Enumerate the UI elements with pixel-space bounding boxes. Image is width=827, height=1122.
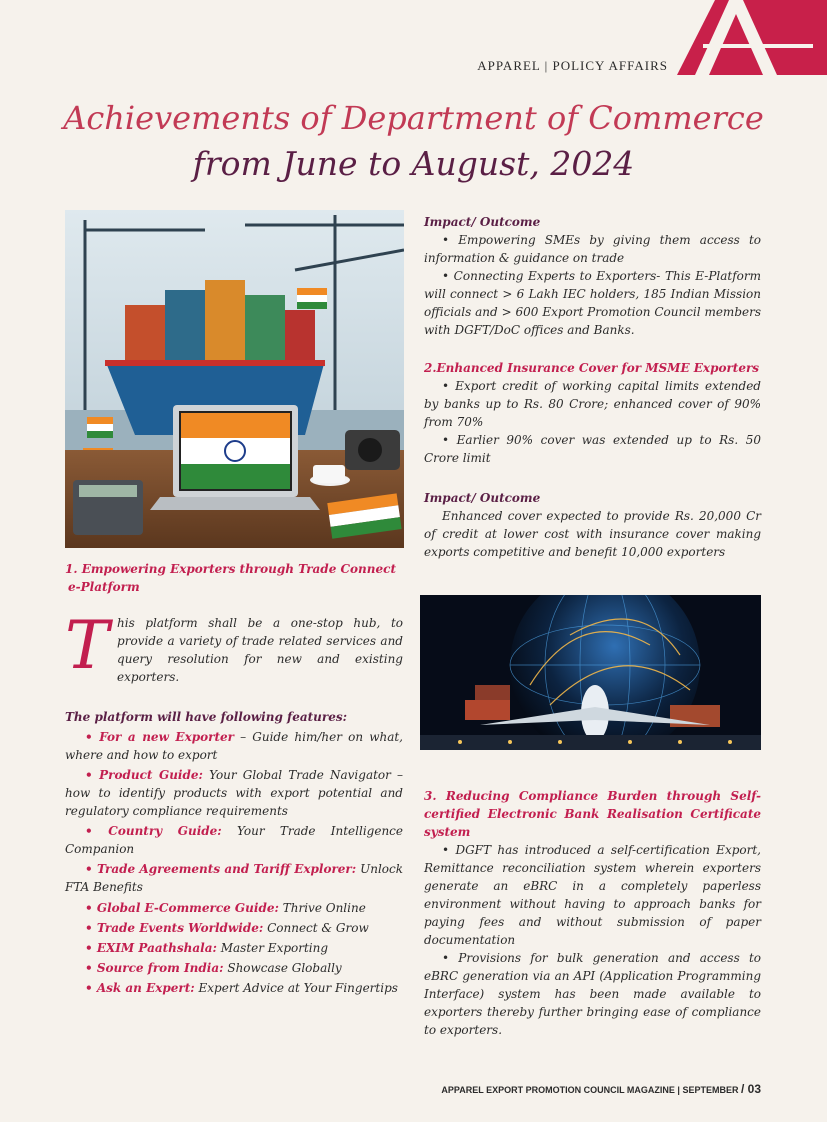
intro-paragraph: his platform shall be a one-stop hub, to provide a variety of trade related services and query resolution for new and existing exporters. (117, 616, 403, 684)
feature-list (65, 728, 403, 998)
features-heading: The platform will have following features: (65, 710, 348, 724)
page-title (0, 96, 827, 188)
section-3-bullet: • DGFT has introduced a self-certification Export, Remittance reconciliation system wherein exporters generate an eBRC in a completely paperless environment without having to approach banks for paying fees and without submission of paper documentation (424, 843, 761, 947)
feature-item: • Source from India: Showcase Globally (85, 961, 342, 975)
footer-text: APPAREL EXPORT PROMOTION COUNCIL MAGAZINE | SEPTEMBER (441, 1085, 739, 1095)
left-column (65, 560, 403, 998)
feature-item: • Ask an Expert: Expert Advice at Your Fingertips (85, 981, 398, 995)
impact-heading-2: Impact/ Outcome (424, 491, 541, 505)
impact-bullet: • Connecting Experts to Exporters- This E-Platform will connect > 6 Lakh IEC holders, 185 Indian Mission officials and > 600 Export Promotion Council members with DGFT/DoC offices and Banks. (424, 269, 761, 337)
globe-trade-image (420, 595, 761, 750)
section-3-bullet: • Provisions for bulk generation and access to eBRC generation via an API (Application Programming Interface) system has been made available to exporters thereby further bringing ease of compliance to exporters. (424, 951, 761, 1037)
feature-item: • Trade Agreements and Tariff Explorer: Unlock FTA Benefits (65, 862, 403, 894)
section-1-heading: 1. Empowering Exporters through Trade Connect (65, 562, 396, 576)
section-label: APPAREL | POLICY AFFAIRS (477, 58, 668, 73)
section-2-heading: 2.Enhanced Insurance Cover for MSME Exporters (424, 361, 760, 375)
section-2-bullet: • Export credit of working capital limits extended by banks up to Rs. 80 Crore; enhanced cover of 90% from 70% (424, 379, 761, 429)
page-number: / 03 (740, 1082, 761, 1096)
feature-item: • Trade Events Worldwide: Connect & Grow (85, 921, 369, 935)
page-footer (441, 1082, 761, 1096)
title-line-2: from June to August, 2024 (192, 144, 635, 183)
right-column-bottom (424, 787, 761, 1039)
corner-letter-logo (677, 0, 827, 75)
export-illustration-image (65, 210, 404, 548)
feature-item: • EXIM Paathshala: Master Exporting (85, 941, 329, 955)
impact-heading-1: Impact/ Outcome (424, 215, 541, 229)
title-line-1: Achievements of Department of Commerce (63, 99, 764, 137)
feature-item: • For a new Exporter – Guide him/her on what, where and how to export (65, 730, 403, 762)
drop-cap: T (65, 607, 110, 684)
feature-item: • Global E-Commerce Guide: Thrive Online (85, 901, 366, 915)
feature-item: • Country Guide: Your Trade Intelligence Companion (65, 824, 404, 856)
section-3-heading: 3. Reducing Compliance Burden through Self-certified Electronic Bank Realisation Certificate system (424, 789, 761, 839)
impact-bullet: • Empowering SMEs by giving them access to information & guidance on trade (424, 233, 761, 265)
section-1-heading-cont: e-Platform (68, 580, 140, 594)
right-column-top (424, 213, 761, 561)
section-2-bullet: • Earlier 90% cover was extended up to Rs. 50 Crore limit (424, 433, 761, 465)
feature-item: • Product Guide: Your Global Trade Navigator – how to identify products with export potential and regulatory compliance requirements (65, 768, 404, 818)
impact-2-text: Enhanced cover expected to provide Rs. 20,000 Cr of credit at lower cost with insurance cover making exports competitive and benefit 10,000 exporters (424, 509, 761, 559)
